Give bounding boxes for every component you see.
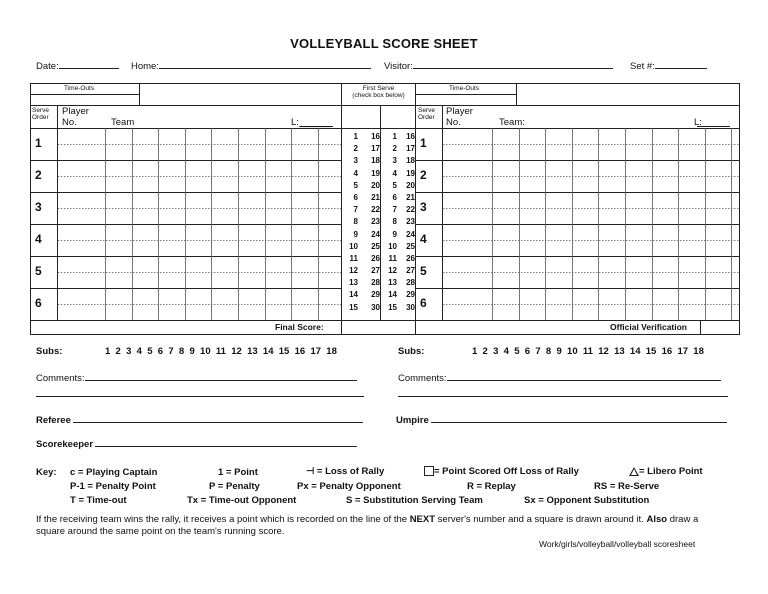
running-score-row (383, 131, 415, 143)
running-score-value[interactable]: 1 (392, 132, 397, 141)
running-score-row (344, 168, 380, 180)
key-penalty: P = Penalty (209, 481, 260, 492)
running-score-value[interactable]: 22 (371, 205, 380, 215)
running-score-row (383, 289, 415, 301)
serve-order-6-right: 6 (420, 296, 427, 310)
no-label: No. (446, 117, 461, 128)
running-score-value[interactable]: 20 (371, 180, 380, 190)
serve-order-1-right: 1 (420, 136, 427, 150)
subs-numbers-left: 1 2 3 4 5 6 7 8 9 10 11 12 13 14 15 16 17 18 (105, 346, 337, 357)
running-score-value[interactable]: 24 (406, 229, 415, 239)
player-label: Player (62, 106, 89, 117)
key-replay: R = Replay (467, 481, 516, 492)
running-score-value[interactable]: 21 (371, 192, 380, 202)
player-no-right (446, 106, 473, 128)
key-timeout-opponent: Tx = Time-out Opponent (187, 495, 297, 506)
running-score-value[interactable]: 10 (349, 241, 358, 251)
running-score-row (344, 143, 380, 155)
running-score-value[interactable]: 17 (406, 144, 415, 154)
running-score-value[interactable]: 11 (388, 253, 397, 263)
final-score-label: Final Score: (275, 322, 324, 332)
running-score-value[interactable]: 7 (353, 205, 358, 215)
running-score-value[interactable]: 9 (353, 229, 358, 239)
subs-label-left: Subs: (36, 346, 63, 357)
no-label: No. (62, 117, 77, 128)
running-score-value[interactable]: 18 (371, 156, 380, 166)
key-loss-of-rally (306, 466, 384, 477)
key-point: 1 = Point (218, 467, 258, 478)
running-score-value[interactable]: 30 (406, 302, 415, 312)
running-score-value[interactable]: 2 (392, 144, 397, 154)
running-score-row (383, 180, 415, 192)
running-score-value[interactable]: 19 (406, 168, 415, 178)
running-score-value[interactable]: 27 (406, 266, 415, 276)
running-score-value[interactable]: 13 (388, 278, 397, 288)
umpire-label: Umpire (396, 415, 429, 426)
libero-label-left: L:______ (291, 117, 331, 128)
running-score-value[interactable]: 2 (353, 144, 358, 154)
running-score-row (344, 289, 380, 301)
serve-order-2-left: 2 (35, 168, 42, 182)
comments-line-left[interactable] (36, 396, 364, 397)
running-score-value[interactable]: 25 (371, 241, 380, 251)
comments-line-right[interactable] (398, 396, 728, 397)
serve-order-4-left: 4 (35, 232, 42, 246)
key-captain: c = Playing Captain (70, 467, 158, 478)
player-label: Player (446, 106, 473, 117)
running-score-value[interactable]: 10 (388, 241, 397, 251)
running-score-right (383, 131, 415, 314)
running-score-row (383, 216, 415, 228)
running-score-row (344, 241, 380, 253)
loss-of-rally-icon: ⊣ (306, 466, 315, 477)
running-score-value[interactable]: 28 (371, 278, 380, 288)
running-score-value[interactable]: 13 (349, 278, 358, 288)
running-score-value[interactable]: 18 (406, 156, 415, 166)
libero-point-text: = Libero Point (639, 466, 703, 477)
loss-of-rally-text: = Loss of Rally (316, 466, 385, 477)
subs-label-right: Subs: (398, 346, 425, 357)
running-score-row (383, 253, 415, 265)
running-score-value[interactable]: 27 (371, 266, 380, 276)
running-score-row (344, 192, 380, 204)
running-score-value[interactable]: 8 (392, 217, 397, 227)
serve-order-line1: Serve (32, 107, 49, 114)
running-score-value[interactable]: 5 (353, 180, 358, 190)
key-sub-serving: S = Substitution Serving Team (346, 495, 483, 506)
timeouts-label-right: Time-Outs (449, 85, 480, 92)
serve-order-line2: Order (418, 114, 435, 121)
serve-order-1-left: 1 (35, 136, 42, 150)
running-score-value[interactable]: 26 (406, 253, 415, 263)
key-label: Key: (36, 467, 57, 478)
serve-order-3-left: 3 (35, 200, 42, 214)
running-score-row (344, 277, 380, 289)
comments-label-right: Comments: (398, 373, 447, 384)
running-score-value[interactable]: 12 (388, 266, 397, 276)
note-line2: square around the same point on the team's running score. (36, 526, 285, 537)
running-score-value[interactable]: 30 (371, 302, 380, 312)
scorekeeper-label: Scorekeeper (36, 439, 94, 450)
running-score-value[interactable]: 21 (406, 192, 415, 202)
running-score-row (383, 155, 415, 167)
running-score-row (344, 302, 380, 314)
running-score-value[interactable]: 12 (349, 266, 358, 276)
umpire-field[interactable] (396, 413, 727, 426)
running-score-value[interactable]: 24 (371, 229, 380, 239)
running-score-row (383, 143, 415, 155)
running-score-value[interactable]: 11 (349, 253, 358, 263)
note-next: NEXT (409, 514, 436, 525)
key-reserve: RS = Re-Serve (594, 481, 660, 492)
first-serve-line2: (check box below) (352, 92, 405, 99)
team-label-right: Team: (499, 117, 525, 128)
running-score-row (344, 265, 380, 277)
running-score-value[interactable]: 29 (371, 290, 380, 300)
serve-order-5-right: 5 (420, 264, 427, 278)
scorekeeper-field[interactable] (36, 437, 357, 450)
running-score-value[interactable]: 16 (371, 132, 380, 141)
running-score-value[interactable]: 28 (406, 278, 415, 288)
running-score-value[interactable]: 22 (406, 205, 415, 215)
timeouts-label-left: Time-Outs (64, 85, 95, 92)
running-score-row (383, 265, 415, 277)
team-label-left: Team (111, 117, 135, 128)
running-score-value[interactable]: 29 (406, 290, 415, 300)
running-score-row (383, 168, 415, 180)
comments-field-right[interactable] (398, 371, 721, 384)
running-score-row (383, 277, 415, 289)
serve-order-6-left: 6 (35, 296, 42, 310)
running-score-value[interactable]: 3 (392, 156, 397, 166)
running-score-value[interactable]: 6 (392, 192, 397, 202)
subs-numbers-right: 1 2 3 4 5 6 7 8 9 10 11 12 13 14 15 16 17 18 (472, 346, 704, 357)
serve-order-4-right: 4 (420, 232, 427, 246)
running-score-value[interactable]: 23 (406, 217, 415, 227)
footer-path: Work/girls/volleyball/volleyball scoresheet (539, 539, 696, 549)
running-score-value[interactable]: 15 (388, 302, 397, 312)
libero-label-right: L: (694, 117, 702, 128)
serve-order-2-right: 2 (420, 168, 427, 182)
running-score-row (383, 229, 415, 241)
player-no-left (62, 106, 89, 128)
first-serve-label (341, 85, 416, 99)
point-scored-text: = Point Scored Off Loss of Rally (434, 466, 579, 477)
square-icon (424, 466, 434, 476)
running-score-value[interactable]: 15 (349, 302, 358, 312)
set-label: Set #: (630, 61, 655, 72)
running-score-value[interactable]: 25 (406, 241, 415, 251)
running-score-value[interactable]: 1 (353, 132, 358, 141)
running-score-value[interactable]: 4 (392, 168, 397, 178)
running-score-row (344, 229, 380, 241)
referee-label: Referee (36, 415, 71, 426)
official-verification-label: Official Verification (610, 322, 687, 332)
running-score-value[interactable]: 6 (353, 192, 358, 202)
running-score-value[interactable]: 5 (392, 180, 397, 190)
running-score-value[interactable]: 16 (406, 132, 415, 141)
key-timeout: T = Time-out (70, 495, 127, 506)
serve-order-line1: Serve (418, 107, 435, 114)
running-score-left (344, 131, 380, 314)
visitor-label: Visitor: (384, 61, 413, 72)
date-label: Date: (36, 61, 59, 72)
running-score-row (383, 192, 415, 204)
serve-order-left (32, 107, 49, 121)
running-score-value[interactable]: 8 (353, 217, 358, 227)
running-score-value[interactable]: 17 (371, 144, 380, 154)
running-score-value[interactable]: 19 (371, 168, 380, 178)
running-score-row (344, 204, 380, 216)
running-score-value[interactable]: 9 (392, 229, 397, 239)
running-score-row (344, 216, 380, 228)
serve-order-3-right: 3 (420, 200, 427, 214)
running-score-value[interactable]: 4 (353, 168, 358, 178)
running-score-row (383, 302, 415, 314)
note-part1: If the receiving team wins the rally, it receives a point which is recorded on the line of the (36, 514, 410, 525)
running-score-value[interactable]: 7 (392, 205, 397, 215)
running-score-row (344, 253, 380, 265)
comments-label-left: Comments: (36, 373, 85, 384)
referee-field[interactable] (36, 413, 363, 426)
running-score-row (344, 155, 380, 167)
running-score-row (383, 241, 415, 253)
running-score-value[interactable]: 20 (406, 180, 415, 190)
serve-order-right (418, 107, 435, 121)
running-score-value[interactable]: 14 (349, 290, 358, 300)
key-penalty-point: P-1 = Penalty Point (70, 481, 156, 492)
first-serve-line1: First Serve (362, 85, 395, 92)
key-libero-point (629, 466, 703, 477)
key-sub-opponent: Sx = Opponent Substitution (524, 495, 650, 506)
note-also: Also (646, 514, 668, 525)
home-label: Home: (131, 61, 159, 72)
rally-note (36, 514, 736, 538)
running-score-row (344, 180, 380, 192)
running-score-row (344, 131, 380, 143)
comments-field-left[interactable] (36, 371, 357, 384)
key-point-scored (424, 466, 579, 477)
running-score-value[interactable]: 23 (371, 217, 380, 227)
serve-order-line2: Order (32, 114, 49, 121)
triangle-icon (629, 467, 639, 476)
note-part3: draw a (667, 514, 699, 525)
key-penalty-opponent: Px = Penalty Opponent (297, 481, 401, 492)
running-score-row (383, 204, 415, 216)
page-title: VOLLEYBALL SCORE SHEET (290, 36, 478, 51)
running-score-value[interactable]: 26 (371, 253, 380, 263)
serve-order-5-left: 5 (35, 264, 42, 278)
running-score-value[interactable]: 3 (353, 156, 358, 166)
running-score-value[interactable]: 14 (388, 290, 397, 300)
note-part2: server's number and a square is drawn around it. (435, 514, 647, 525)
